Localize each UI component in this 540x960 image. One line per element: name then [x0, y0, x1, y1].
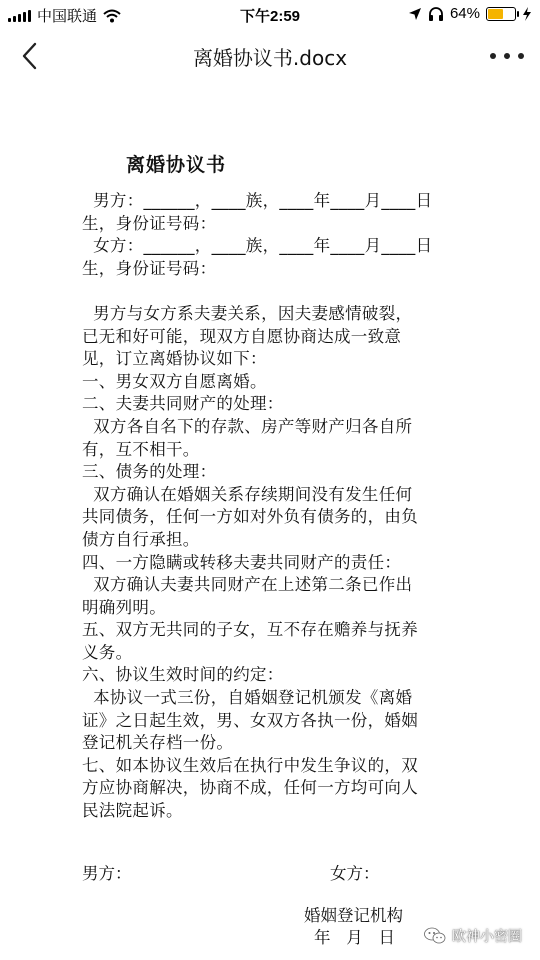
- document-line: 生，身份证号码：: [82, 258, 217, 278]
- watermark: [424, 926, 522, 946]
- document-line: 双方确认在婚姻关系存续期间没有发生任何: [82, 484, 413, 504]
- clock: 下午2:59: [239, 8, 301, 25]
- document-line: 已无和好可能，现双方自愿协商达成一致意: [82, 326, 402, 346]
- document-line: 双方确认夫妻共同财产在上述第二条已作出: [82, 575, 413, 595]
- ellipsis-icon[interactable]: [490, 44, 524, 68]
- registry-label: 婚姻登记机构: [304, 906, 403, 925]
- document-line: 共同债务，任何一方如对外负有债务的，由负: [82, 507, 418, 527]
- document-line: 有，互不相干。: [82, 439, 200, 459]
- document-line: 生，身份证号码：: [82, 213, 217, 233]
- male-signature-label: 男方：: [82, 864, 132, 883]
- document-line: 四、一方隐瞒或转移夫妻共同财产的责任：: [82, 552, 402, 572]
- document-line: 登记机关存档一份。: [82, 733, 234, 753]
- document-line: 双方各自名下的存款、房产等财产归各自所: [82, 416, 413, 436]
- document-line: 七、如本协议生效后在执行中发生争议的，双: [82, 755, 418, 775]
- headphones-icon: [428, 7, 444, 21]
- document-line: 民法院起诉。: [82, 801, 183, 821]
- document-line: 方应协商解决，协商不成，任何一方均可向人: [82, 778, 418, 798]
- document-heading: 离婚协议书: [126, 154, 227, 176]
- document-line: 一、男女双方自愿离婚。: [82, 371, 267, 391]
- nav-bar: [0, 28, 540, 84]
- battery-icon: [486, 7, 516, 21]
- document-line: 六、协议生效时间的约定：: [82, 665, 284, 685]
- document-line: 明确列明。: [82, 597, 166, 617]
- battery-percent: 64%: [449, 5, 480, 22]
- status-bar: [0, 0, 540, 28]
- document-line: 义务。: [82, 642, 133, 662]
- page-title: 离婚协议书.docx: [192, 46, 348, 70]
- date-label: 年 月 日: [314, 928, 395, 947]
- document-line: 见，订立离婚协议如下：: [82, 349, 267, 369]
- document-line: 男方：______，____族，____年____月____日: [82, 191, 433, 210]
- location-icon: [408, 7, 422, 21]
- carrier-name: 中国联通: [37, 8, 98, 25]
- document-line: 女方：______，____族，____年____月____日: [82, 236, 433, 256]
- document-line: 三、债务的处理：: [82, 462, 217, 482]
- battery-fill: [488, 9, 503, 19]
- document-line: 证》之日起生效，男、女双方各执一份，婚姻: [82, 710, 418, 730]
- document-line: 本协议一式三份，自婚姻登记机颁发《离婚: [82, 688, 413, 708]
- document-view[interactable]: [0, 84, 540, 960]
- document-line: [82, 280, 472, 303]
- charging-bolt-icon: [522, 7, 532, 21]
- document-line: 五、双方无共同的子女，互不存在赡养与抚养: [82, 620, 418, 640]
- female-signature-label: 女方：: [330, 864, 380, 883]
- wechat-icon: [424, 927, 446, 945]
- document-line: 债方自行承担。: [82, 529, 200, 549]
- watermark-text: 欧神小密圈: [452, 929, 522, 945]
- document-line: 二、夫妻共同财产的处理：: [82, 394, 284, 414]
- status-icons: [408, 5, 532, 22]
- document-body: [82, 190, 472, 823]
- document-line: 男方与女方系夫妻关系，因夫妻感情破裂，: [82, 303, 413, 323]
